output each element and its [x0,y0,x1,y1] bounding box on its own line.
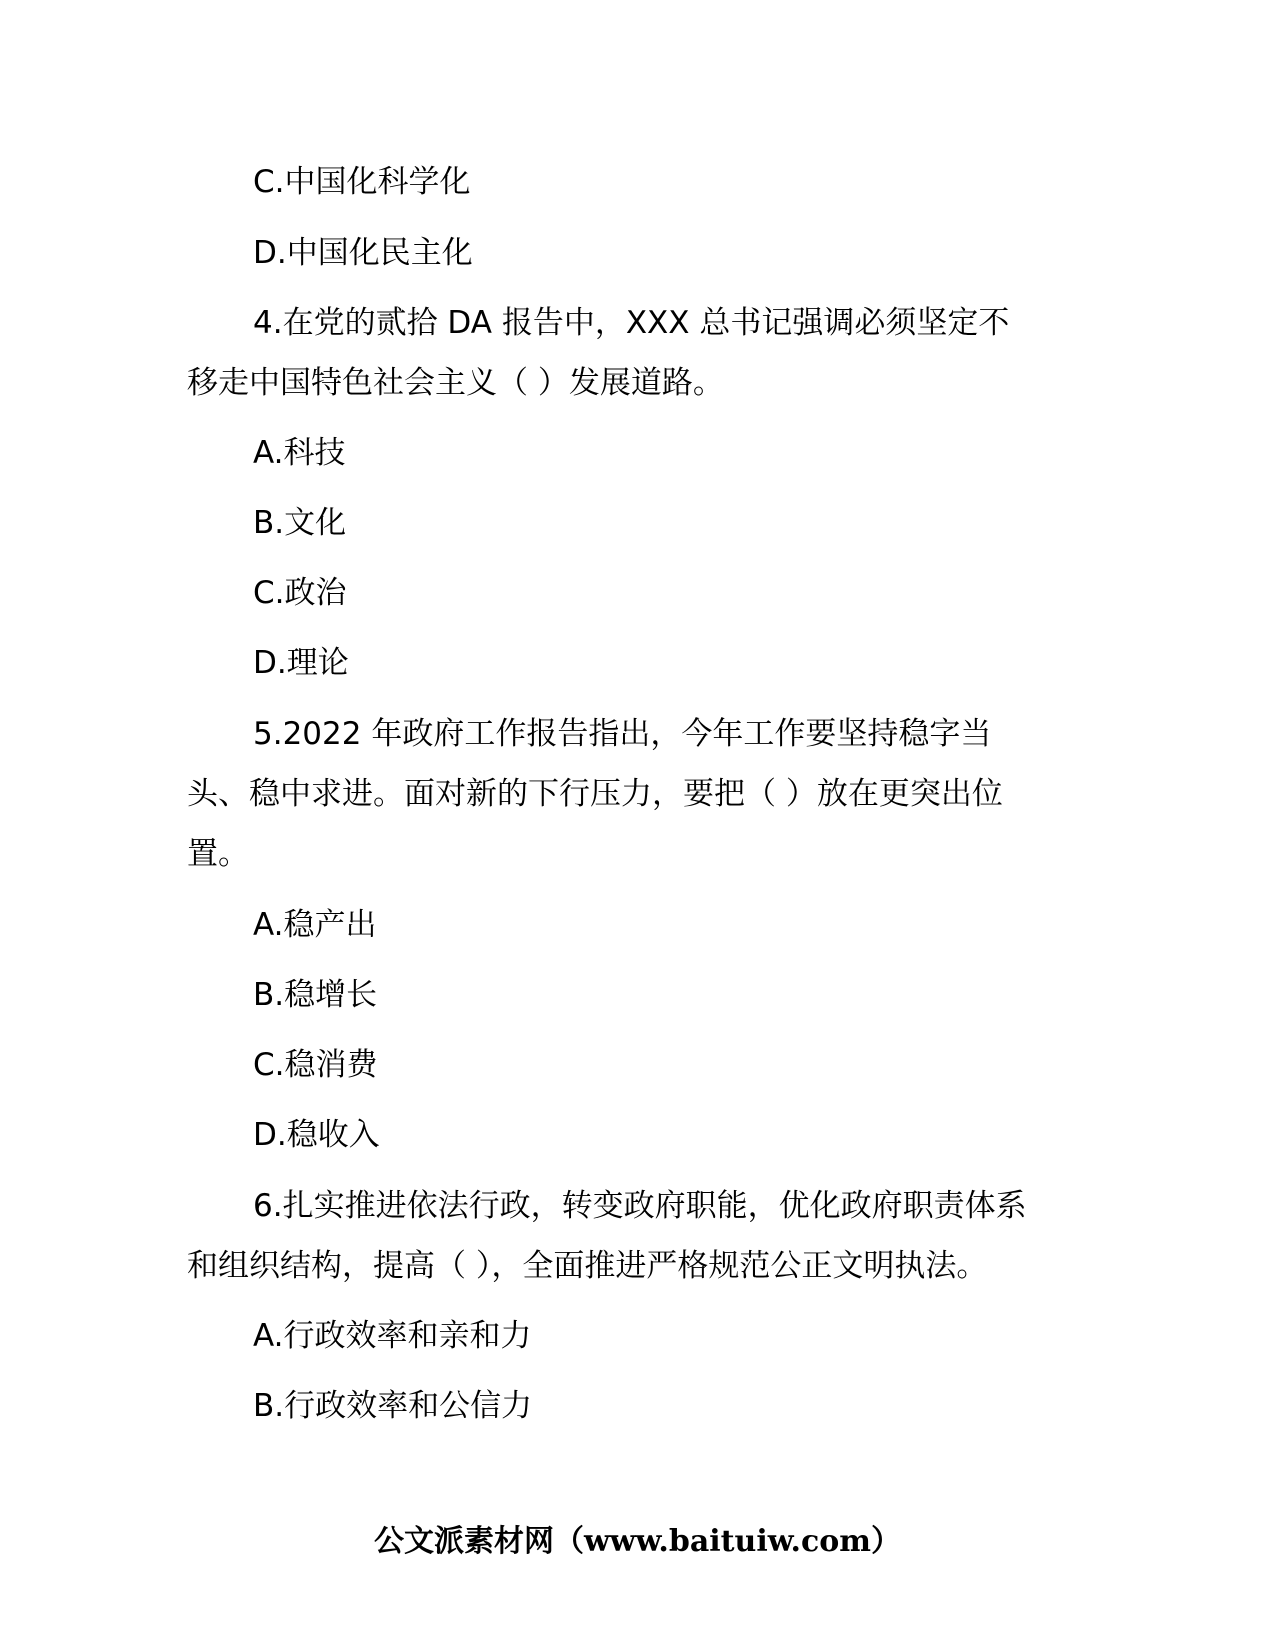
question-6-line-1: 6.扎实推进依法行政，转变政府职能，优化政府职责体系 [253,1188,1027,1224]
question-4-line-2: 移走中国特色社会主义（ ）发展道路。 [187,365,724,401]
question-5-line-2: 头、稳中求进。面对新的下行压力，要把（ ）放在更突出位 [187,776,1003,812]
option-5a: A.稳产出 [253,907,377,943]
option-4b: B.文化 [253,505,347,541]
footer-source: 公文派素材网（www.baituiw.com） [373,1524,902,1559]
question-6-line-2: 和组织结构，提高（ ），全面推进严格规范公正文明执法。 [187,1248,988,1284]
option-5d: D.稳收入 [253,1117,380,1153]
option-3d: D.中国化民主化 [253,235,473,271]
question-5-line-1: 5.2022 年政府工作报告指出，今年工作要坚持稳字当 [253,716,992,752]
option-4c: C.政治 [253,575,347,611]
option-5c: C.稳消费 [253,1047,378,1083]
option-4a: A.科技 [253,435,346,471]
option-6a: A.行政效率和亲和力 [253,1318,532,1354]
question-4-line-1: 4.在党的贰拾 DA 报告中，XXX 总书记强调必须坚定不 [253,305,1010,341]
question-5-line-3: 置。 [187,836,249,872]
option-3c: C.中国化科学化 [253,164,471,200]
option-5b: B.稳增长 [253,977,378,1013]
option-6b: B.行政效率和公信力 [253,1388,533,1424]
option-4d: D.理论 [253,645,349,681]
